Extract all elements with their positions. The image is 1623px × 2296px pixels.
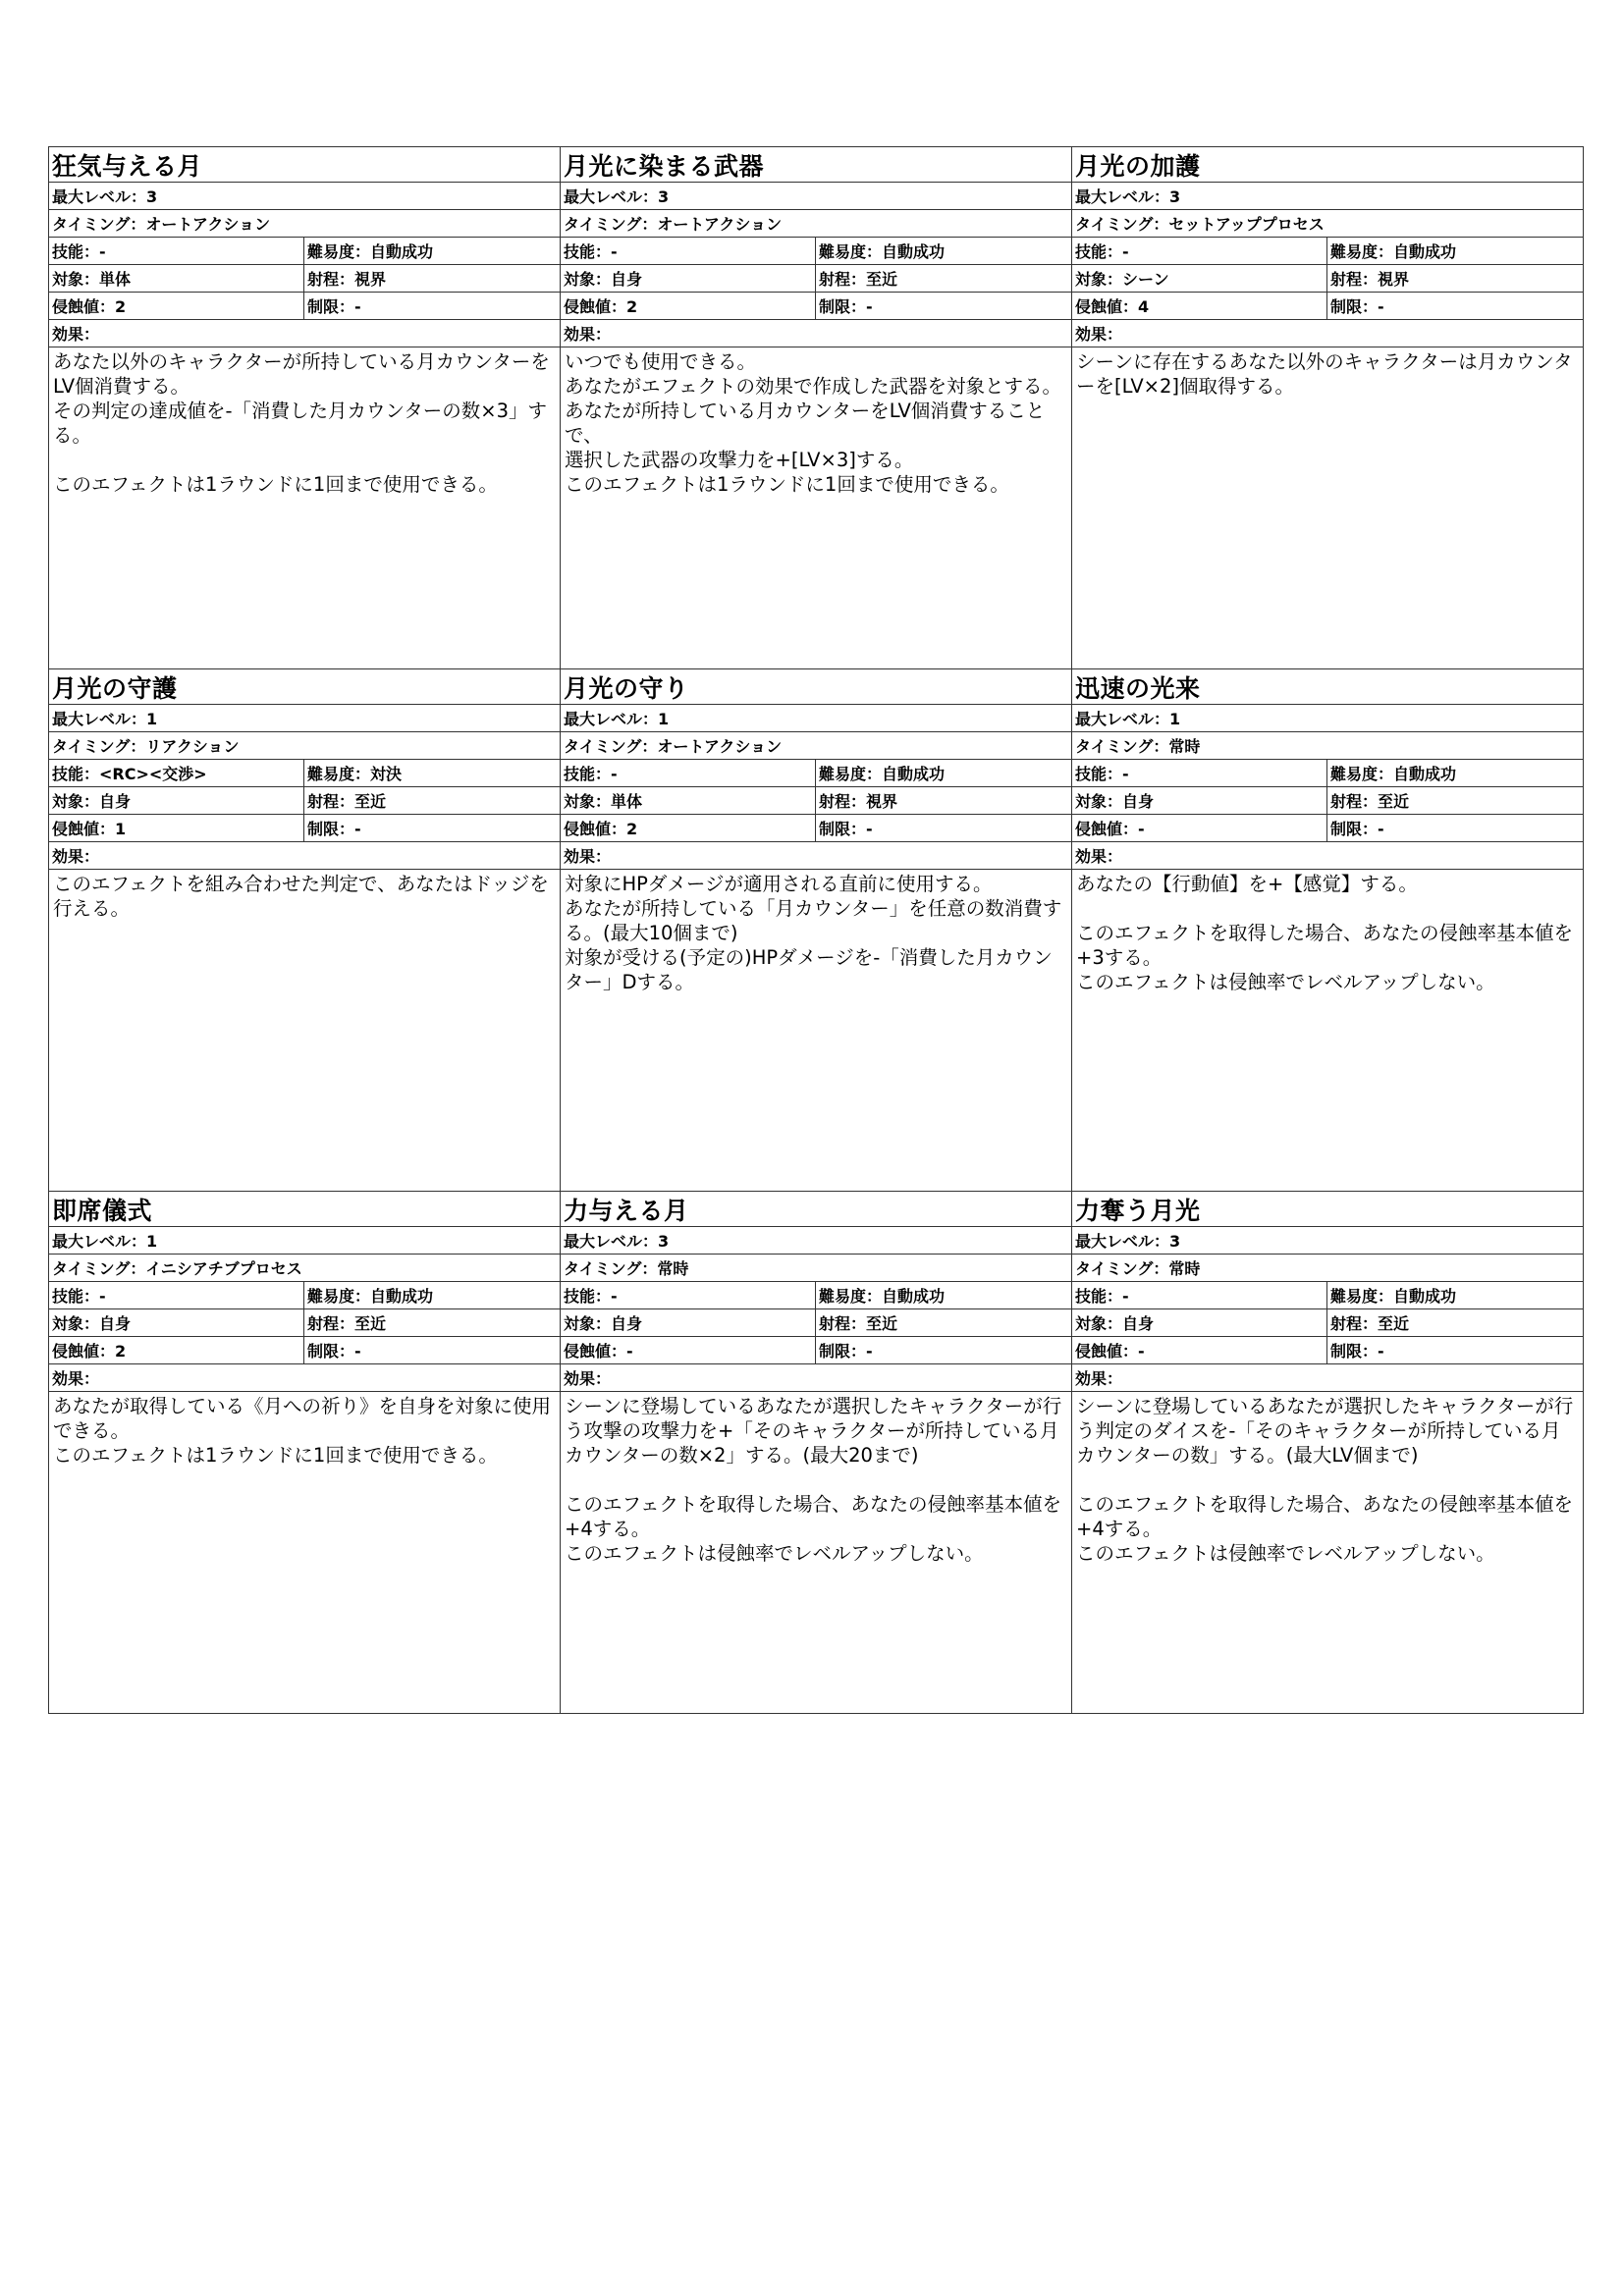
max-level: 最大レベル：3 bbox=[1072, 1227, 1583, 1255]
effect-label: 効果： bbox=[49, 320, 560, 347]
range: 射程：至近 bbox=[307, 792, 387, 811]
max-level: 最大レベル：1 bbox=[1072, 705, 1583, 732]
skill: 技能：- bbox=[49, 1282, 304, 1308]
timing: タイミング：常時 bbox=[1072, 1255, 1583, 1282]
target: 対象：自身 bbox=[49, 1309, 304, 1336]
limit: 制限：- bbox=[819, 820, 873, 838]
skill: 技能：- bbox=[1072, 1282, 1327, 1308]
effect-text: あなたの【行動値】を+【感覚】する。 このエフェクトを取得した場合、あなたの侵蝕率基本値を+3する。 このエフェクトは侵蝕率でレベルアップしない。 bbox=[1076, 873, 1574, 993]
timing: タイミング：常時 bbox=[561, 1255, 1071, 1282]
effect-label: 効果： bbox=[1072, 1364, 1583, 1392]
difficulty: 難易度：自動成功 bbox=[307, 1287, 434, 1306]
difficulty: 難易度：自動成功 bbox=[819, 1287, 946, 1306]
skill-difficulty-row bbox=[49, 760, 560, 787]
erosion-limit-row bbox=[561, 1337, 1071, 1364]
effect-name: 即席儀式 bbox=[49, 1192, 560, 1227]
difficulty: 難易度：自動成功 bbox=[819, 242, 946, 261]
range: 射程：至近 bbox=[819, 1314, 898, 1333]
effect-label: 効果： bbox=[49, 842, 560, 870]
effect-card bbox=[49, 147, 561, 669]
erosion: 侵蝕値：- bbox=[1072, 1337, 1327, 1363]
effect-card bbox=[49, 1192, 561, 1714]
effect-text: シーンに登場しているあなたが選択したキャラクターが行う判定のダイスを-「そのキャラクターが所持している月カウンターの数」する。(最大LV個まで) このエフェクトを取得した場合、あなたの侵蝕率基本値を+4する。 このエフェクトは侵蝕率でレベルアップしない。 bbox=[1076, 1395, 1574, 1565]
erosion-limit-row bbox=[561, 293, 1071, 320]
max-level: 最大レベル：3 bbox=[561, 183, 1071, 210]
difficulty: 難易度：自動成功 bbox=[1330, 1287, 1457, 1306]
target: 対象：シーン bbox=[1072, 265, 1327, 292]
effect-card-sheet bbox=[48, 146, 1584, 1714]
range: 射程：視界 bbox=[1330, 270, 1410, 289]
skill: 技能：- bbox=[561, 238, 816, 264]
effect-text: あなた以外のキャラクターが所持している月カウンターをLV個消費する。 その判定の達成値を-「消費した月カウンターの数×3」する。 このエフェクトは1ラウンドに1回まで使用できる。 bbox=[53, 350, 550, 496]
effect-card bbox=[561, 669, 1072, 1192]
effect-label: 効果： bbox=[1072, 842, 1583, 870]
erosion-limit-row bbox=[1072, 293, 1583, 320]
timing: タイミング：セットアッププロセス bbox=[1072, 210, 1583, 238]
effect-text: シーンに登場しているあなたが選択したキャラクターが行う攻撃の攻撃力を+「そのキャラクターが所持している月カウンターの数×2」する。(最大20まで) このエフェクトを取得した場合、あなたの侵蝕率基本値を+4する。 このエフェクトは侵蝕率でレベルアップしない。 bbox=[565, 1395, 1062, 1565]
range: 射程：至近 bbox=[819, 270, 898, 289]
target-range-row bbox=[1072, 787, 1583, 815]
effect-name: 月光の守り bbox=[561, 669, 1071, 705]
target-range-row bbox=[561, 787, 1071, 815]
effect-name: 月光の加護 bbox=[1072, 147, 1583, 183]
skill-difficulty-row bbox=[49, 1282, 560, 1309]
max-level: 最大レベル：3 bbox=[49, 183, 560, 210]
erosion: 侵蝕値：2 bbox=[49, 293, 304, 319]
skill: 技能：<RC><交渉> bbox=[49, 760, 304, 786]
erosion-limit-row bbox=[49, 1337, 560, 1364]
erosion: 侵蝕値：2 bbox=[49, 1337, 304, 1363]
effect-label: 効果： bbox=[561, 842, 1071, 870]
timing: タイミング：リアクション bbox=[49, 732, 560, 760]
effect-text: このエフェクトを組み合わせた判定で、あなたはドッジを行える。 bbox=[53, 873, 549, 920]
skill-difficulty-row bbox=[561, 760, 1071, 787]
erosion: 侵蝕値：- bbox=[1072, 815, 1327, 841]
limit: 制限：- bbox=[819, 297, 873, 316]
target-range-row bbox=[49, 1309, 560, 1337]
limit: 制限：- bbox=[819, 1342, 873, 1361]
effect-name: 力与える月 bbox=[561, 1192, 1071, 1227]
effect-label: 効果： bbox=[49, 1364, 560, 1392]
effect-card bbox=[1072, 1192, 1584, 1714]
effect-card bbox=[561, 147, 1072, 669]
limit: 制限：- bbox=[1330, 1342, 1384, 1361]
target: 対象：自身 bbox=[1072, 787, 1327, 814]
difficulty: 難易度：自動成功 bbox=[819, 765, 946, 783]
skill: 技能：- bbox=[1072, 238, 1327, 264]
effect-text: あなたが取得している《月への祈り》を自身を対象に使用できる。 このエフェクトは1ラウンドに1回まで使用できる。 bbox=[53, 1395, 552, 1467]
target-range-row bbox=[1072, 1309, 1583, 1337]
effect-name: 月光に染まる武器 bbox=[561, 147, 1071, 183]
max-level: 最大レベル：1 bbox=[49, 705, 560, 732]
effect-name: 月光の守護 bbox=[49, 669, 560, 705]
erosion: 侵蝕値：2 bbox=[561, 293, 816, 319]
target-range-row bbox=[561, 1309, 1071, 1337]
target: 対象：単体 bbox=[49, 265, 304, 292]
skill-difficulty-row bbox=[561, 1282, 1071, 1309]
skill-difficulty-row bbox=[561, 238, 1071, 265]
erosion: 侵蝕値：2 bbox=[561, 815, 816, 841]
limit: 制限：- bbox=[307, 297, 361, 316]
skill-difficulty-row bbox=[1072, 760, 1583, 787]
difficulty: 難易度：自動成功 bbox=[1330, 765, 1457, 783]
limit: 制限：- bbox=[1330, 820, 1384, 838]
skill: 技能：- bbox=[561, 760, 816, 786]
timing: タイミング：オートアクション bbox=[561, 732, 1071, 760]
erosion-limit-row bbox=[1072, 1337, 1583, 1364]
target: 対象：自身 bbox=[561, 265, 816, 292]
difficulty: 難易度：自動成功 bbox=[307, 242, 434, 261]
effect-name: 狂気与える月 bbox=[49, 147, 560, 183]
effect-label: 効果： bbox=[561, 320, 1071, 347]
limit: 制限：- bbox=[1330, 297, 1384, 316]
effect-card bbox=[1072, 147, 1584, 669]
target-range-row bbox=[49, 787, 560, 815]
target-range-row bbox=[561, 265, 1071, 293]
range: 射程：視界 bbox=[307, 270, 387, 289]
erosion-limit-row bbox=[561, 815, 1071, 842]
target-range-row bbox=[1072, 265, 1583, 293]
target: 対象：自身 bbox=[49, 787, 304, 814]
max-level: 最大レベル：1 bbox=[49, 1227, 560, 1255]
effect-card bbox=[49, 669, 561, 1192]
erosion-limit-row bbox=[49, 293, 560, 320]
skill: 技能：- bbox=[561, 1282, 816, 1308]
skill-difficulty-row bbox=[49, 238, 560, 265]
effect-name: 迅速の光来 bbox=[1072, 669, 1583, 705]
timing: タイミング：オートアクション bbox=[561, 210, 1071, 238]
timing: タイミング：イニシアチブプロセス bbox=[49, 1255, 560, 1282]
effect-text: いつでも使用できる。 あなたがエフェクトの効果で作成した武器を対象とする。 あなたが所持している月カウンターをLV個消費することで、 選択した武器の攻撃力を+[LV×3]する。 このエフェクトは1ラウンドに1回まで使用できる。 bbox=[565, 350, 1062, 496]
effect-label: 効果： bbox=[561, 1364, 1071, 1392]
skill-difficulty-row bbox=[1072, 238, 1583, 265]
effect-text: シーンに存在するあなた以外のキャラクターは月カウンターを[LV×2]個取得する。 bbox=[1076, 350, 1573, 398]
timing: タイミング：常時 bbox=[1072, 732, 1583, 760]
timing: タイミング：オートアクション bbox=[49, 210, 560, 238]
skill: 技能：- bbox=[1072, 760, 1327, 786]
erosion-limit-row bbox=[49, 815, 560, 842]
target: 対象：自身 bbox=[1072, 1309, 1327, 1336]
skill-difficulty-row bbox=[1072, 1282, 1583, 1309]
effect-label: 効果： bbox=[1072, 320, 1583, 347]
difficulty: 難易度：自動成功 bbox=[1330, 242, 1457, 261]
effect-card bbox=[1072, 669, 1584, 1192]
limit: 制限：- bbox=[307, 1342, 361, 1361]
limit: 制限：- bbox=[307, 820, 361, 838]
erosion-limit-row bbox=[1072, 815, 1583, 842]
skill: 技能：- bbox=[49, 238, 304, 264]
range: 射程：至近 bbox=[1330, 792, 1410, 811]
effect-card bbox=[561, 1192, 1072, 1714]
range: 射程：至近 bbox=[307, 1314, 387, 1333]
effect-text: 対象にHPダメージが適用される直前に使用する。 あなたが所持している「月カウンター」を任意の数消費する。(最大10個まで) 対象が受ける(予定の)HPダメージを-「消費した月カウンター」Dする。 bbox=[565, 873, 1062, 993]
effect-name: 力奪う月光 bbox=[1072, 1192, 1583, 1227]
difficulty: 難易度：対決 bbox=[307, 765, 403, 783]
erosion: 侵蝕値：- bbox=[561, 1337, 816, 1363]
max-level: 最大レベル：1 bbox=[561, 705, 1071, 732]
range: 射程：視界 bbox=[819, 792, 898, 811]
max-level: 最大レベル：3 bbox=[1072, 183, 1583, 210]
erosion: 侵蝕値：4 bbox=[1072, 293, 1327, 319]
target: 対象：単体 bbox=[561, 787, 816, 814]
erosion: 侵蝕値：1 bbox=[49, 815, 304, 841]
target: 対象：自身 bbox=[561, 1309, 816, 1336]
max-level: 最大レベル：3 bbox=[561, 1227, 1071, 1255]
target-range-row bbox=[49, 265, 560, 293]
range: 射程：至近 bbox=[1330, 1314, 1410, 1333]
